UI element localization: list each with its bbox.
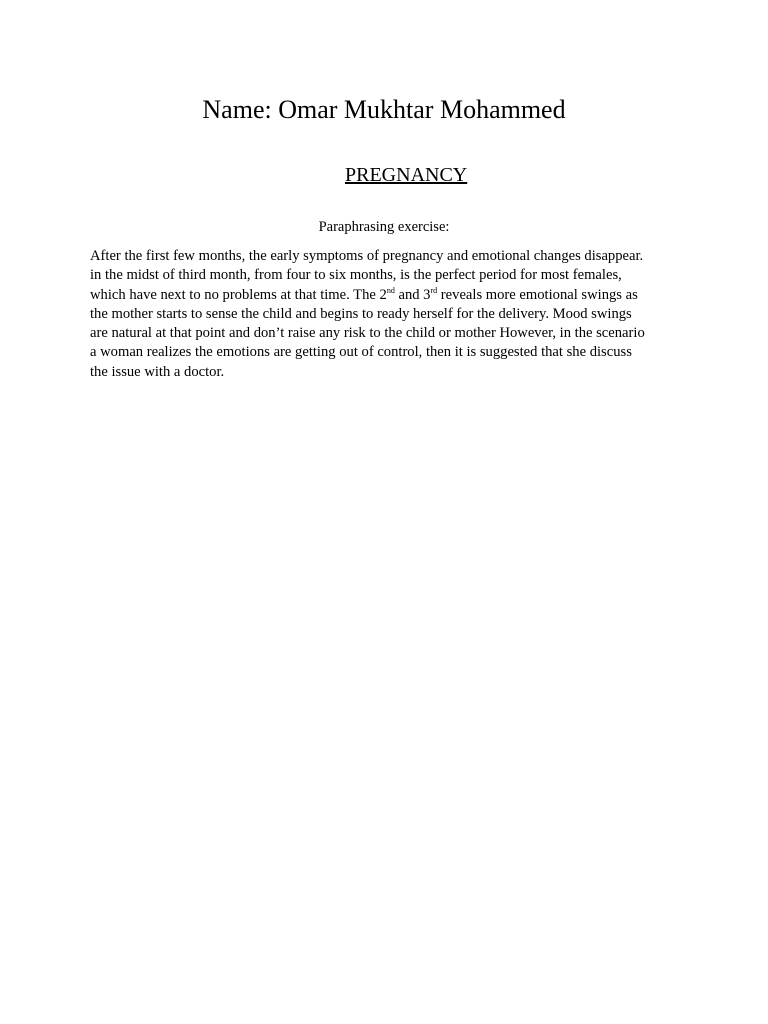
name-heading: Name: Omar Mukhtar Mohammed	[202, 95, 566, 124]
body-paragraph	[90, 247, 670, 382]
line3-part-b: and 3	[394, 286, 431, 303]
superscript-nd: nd	[386, 285, 395, 295]
paragraph-line-4: the mother starts to sense the child and begins to ready herself for the delivery. Mood swings	[90, 305, 632, 322]
section-title: PREGNANCY	[345, 164, 468, 186]
paragraph-line-6: a woman realizes the emotions are getting out of control, then it is suggested that she discuss	[90, 344, 632, 361]
superscript-rd: rd	[430, 285, 438, 295]
paragraph-line-7: the issue with a doctor.	[90, 363, 225, 380]
paragraph-line-3	[90, 286, 670, 305]
exercise-subtitle: Paraphrasing exercise:	[318, 219, 450, 235]
paragraph-line-1: After the first few months, the early symptoms of pregnancy and emotional changes disappear.	[90, 248, 644, 264]
line3-part-a: which have next to no problems at that time. The 2	[90, 286, 387, 303]
line3-part-c: reveals more emotional swings as	[437, 286, 638, 303]
paragraph-line-5: are natural at that point and don’t raise any risk to the child or mother However, in the scenario	[90, 325, 645, 342]
paragraph-line-2: in the midst of third month, from four to six months, is the perfect period for most females,	[90, 267, 622, 284]
